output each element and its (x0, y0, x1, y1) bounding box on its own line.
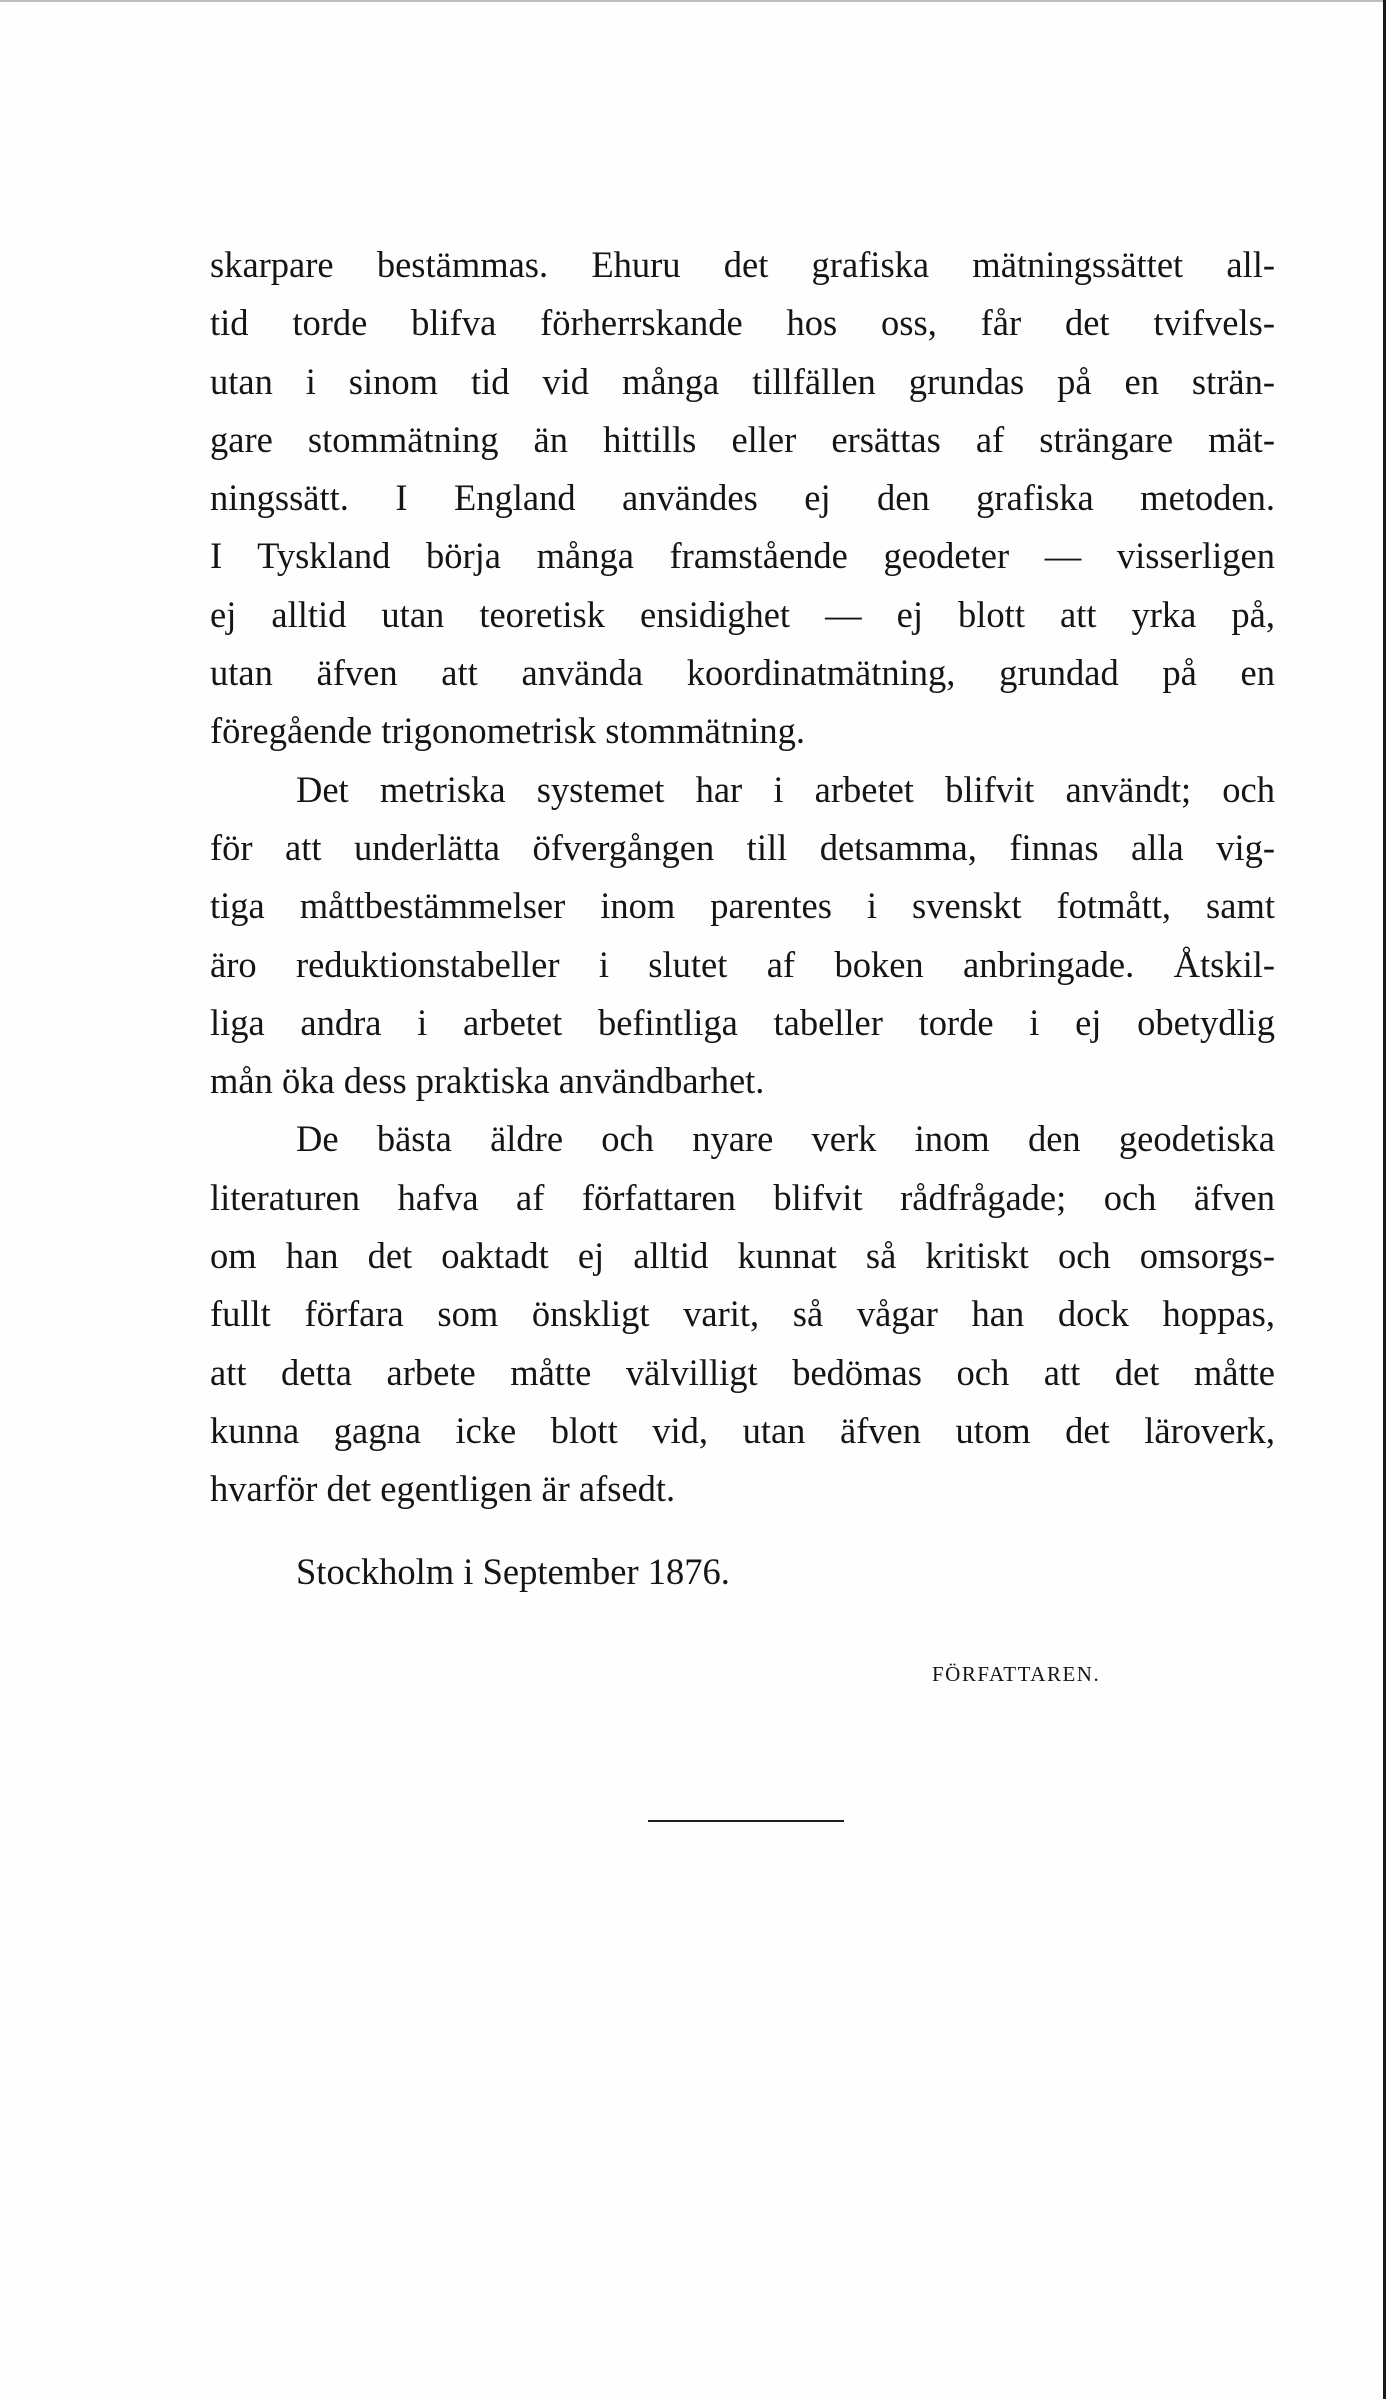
text-line: mån öka dess praktiska användbarhet. (210, 1060, 765, 1102)
text-line: för att underlätta öfvergången till detsamma, finnas alla vig- (210, 826, 1275, 868)
page-right-edge (1383, 0, 1386, 2399)
text-line: tiga måttbestämmelser inom parentes i svenskt fotmått, samt (210, 885, 1275, 927)
text-line: skarpare bestämmas. Ehuru det grafiska mätningssättet all- (210, 244, 1275, 285)
text-line: äro reduktionstabeller i slutet af boken anbringade. Åtskil- (210, 943, 1275, 985)
text-line: liga andra i arbetet befintliga tabeller torde i ej obetydlig (210, 1001, 1275, 1043)
text-line: gare stommätning än hittills eller ersättas af strängare mät- (210, 418, 1275, 460)
text-line: att detta arbete måtte välvilligt bedömas och att det måtte (210, 1351, 1275, 1393)
text-line: ningssätt. I England användes ej den grafiska metoden. (210, 477, 1275, 519)
text-line: hvarför det egentligen är afsedt. (210, 1468, 676, 1510)
text-line: fullt förfara som önskligt varit, så vågar han dock hoppas, (210, 1293, 1275, 1335)
text-line: Det metriska systemet har i arbetet blifvit användt; och (296, 768, 1275, 810)
closing-rule (648, 1820, 844, 1822)
author-signature: FÖRFATTAREN. (932, 1662, 1101, 1686)
text-line: De bästa äldre och nyare verk inom den geodetiska (296, 1118, 1275, 1160)
place-date-line: Stockholm i September 1876. (296, 1551, 730, 1592)
preface-body (210, 236, 1275, 1519)
text-line: utan äfven att använda koordinatmätning, grundad på en (210, 652, 1275, 694)
text-line: om han det oaktadt ej alltid kunnat så kritiskt och omsorgs- (210, 1235, 1275, 1277)
text-line: utan i sinom tid vid många tillfällen grundas på en strän- (210, 360, 1275, 402)
text-line: tid torde blifva förherrskande hos oss, får det tvifvels- (210, 302, 1275, 344)
page-top-edge (0, 0, 1386, 2)
text-line: literaturen hafva af författaren blifvit rådfrågade; och äfven (210, 1176, 1275, 1218)
text-line: I Tyskland börja många framstående geodeter — visserligen (210, 535, 1275, 577)
text-line: föregående trigonometrisk stommätning. (210, 710, 806, 752)
text-line: ej alltid utan teoretisk ensidighet — ej blott att yrka på, (210, 593, 1275, 635)
text-line: kunna gagna icke blott vid, utan äfven utom det läroverk, (210, 1409, 1275, 1451)
